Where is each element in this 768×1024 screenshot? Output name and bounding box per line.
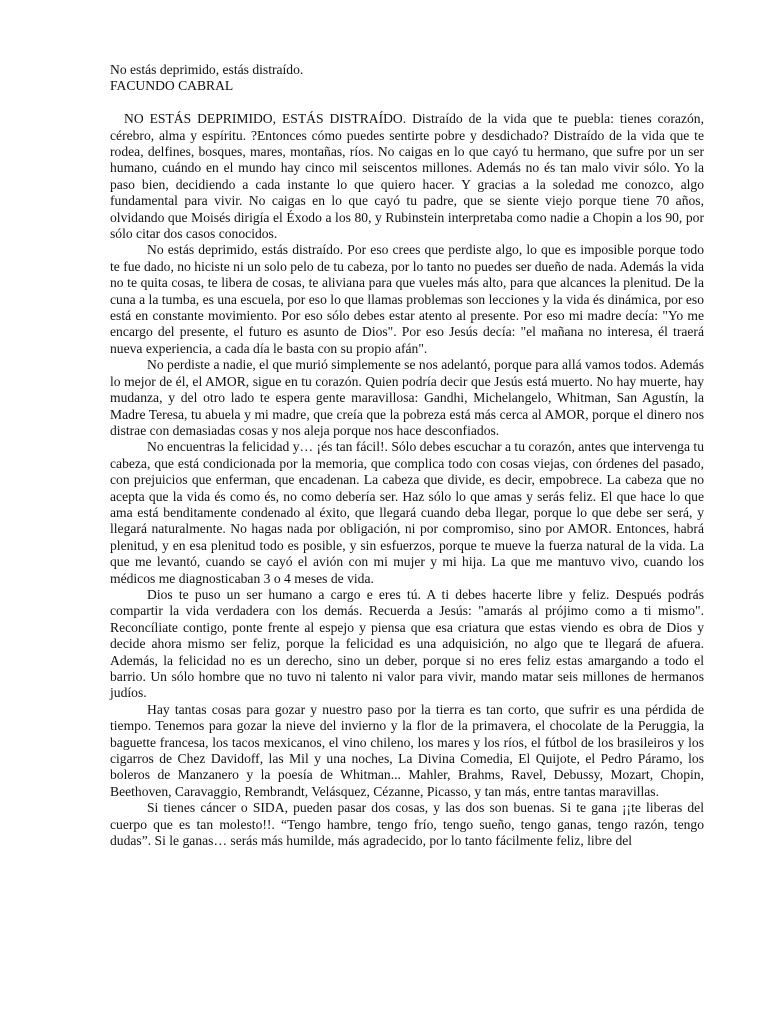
paragraph-6: Hay tantas cosas para gozar y nuestro paso por la tierra es tan corto, que sufrir es una pérdida de tiempo. Tenemos para gozar la nieve del invierno y la flor de la primavera, el chocolate de la Peruggia, la baguette francesa, los tacos mexicanos, el vino chileno, los mares y los ríos, el fútbol de los brasileiros y los cigarros de Chez Davidoff, las Mil y una noches, La Divina Comedia, El Quijote, el Pedro Páramo, los boleros de Manzanero y la poesía de Whitman... Mahler, Brahms, Ravel, Debussy, Mozart, Chopin, Beethoven, Caravaggio, Rembrandt, Velásquez, Cézanne, Picasso, y tan más, entre tantas maravillas. — [110, 701, 704, 799]
paragraph-3: No perdiste a nadie, el que murió simplemente se nos adelantó, porque para allá vamos todos. Además lo mejor de él, el AMOR, sigue en tu corazón. Quien podría decir que Jesús está muerto. No hay muerte, hay mudanza, y del otro lado te espera gente maravillosa: Gandhi, Michelangelo, Whitman, San Agustín, la Madre Teresa, tu abuela y mi madre, que creía que la pobreza está más cerca al AMOR, porque el dinero nos distrae con demasiadas cosas y nos aleja porque nos hace desconfiados. — [110, 357, 704, 438]
paragraph-5: Dios te puso un ser humano a cargo e eres tú. A ti debes hacerte libre y feliz. Después podrás compartir la vida verdadera con los demás. Recuerda a Jesús: "amarás al prójimo como a ti mismo". Reconcíliate contigo, ponte frente al espejo y piensa que esa criatura que estas viendo es obra de Dios y decide ahora mismo ser feliz, porque la felicidad es una adquisición, no algo que te llegará de afuera. Además, la felicidad no es un derecho, sino un deber, porque si no eres feliz estas amargando a todo el barrio. Un sólo hombre que no tuvo ni talento ni valor para vivir, mando matar seis millones de hermanos judíos. — [110, 586, 704, 701]
blank-line — [110, 95, 704, 111]
paragraph-1: NO ESTÁS DEPRIMIDO, ESTÁS DISTRAÍDO. Distraído de la vida que te puebla: tienes corazón, cérebro, alma y espíritu. ?Entonces cómo puedes sentirte pobre y desdichado? Distraído de la vida que te rodea, delfines, bosques, mares, montañas, ríos. No caigas en lo que cayó tu hermano, que sufre por un ser humano, cuándo en el mundo hay cinco mil seiscentos millones. Además no és tan malo vivir sólo. Yo la paso bien, decidiendo a cada instante lo que quiero hacer. Y gracias a la soledad me conozco, algo fundamental para vivir. No caigas en lo que cayó tu padre, que se siente viejo porque tiene 70 años, olvidando que Moisés dirigía el Éxodo a los 80, y Rubinstein interpretaba como nadie a Chopin a los 90, por sólo citar dos casos conocidos. — [110, 111, 704, 242]
document-page — [110, 62, 704, 849]
paragraph-4: No encuentras la felicidad y… ¡és tan fácil!. Sólo debes escuchar a tu corazón, antes que intervenga tu cabeza, que está condicionada por la memoria, que complica todo con cosas viejas, con órdenes del pasado, con prejuicios que enferman, que encadenan. La cabeza que divide, es decir, empobrece. La cabeza que no acepta que la vida és como és, no como debería ser. Haz sólo lo que amas y serás feliz. El que hace lo que ama está benditamente condenado al éxito, que llegará cuando deba llegar, porque lo que debe ser será, y llegará naturalmente. No hagas nada por obligación, ni por compromiso, sino por AMOR. Entonces, habrá plenitud, y en esa plenitud todo es posible, y sin esfuerzos, porque te mueve la fuerza natural de la vida. La que me levantó, cuando se cayó el avión con mi mujer y mi hija. La que me mantuvo vivo, cuando los médicos me diagnosticaban 3 o 4 meses de vida. — [110, 439, 704, 586]
document-title: No estás deprimido, estás distraído. — [110, 62, 304, 77]
document-author: FACUNDO CABRAL — [110, 78, 234, 94]
paragraph-7: Si tienes cáncer o SIDA, pueden pasar dos cosas, y las dos son buenas. Si te gana ¡¡te liberas del cuerpo que es tan molesto!!. “Tengo hambre, tengo frío, tengo sueño, tengo ganas, tengo razón, tengo dudas”. Si le ganas… serás más humilde, más agradecido, por lo tanto fácilmente feliz, libre del — [110, 800, 704, 849]
paragraph-2: No estás deprimido, estás distraído. Por eso crees que perdiste algo, lo que es imposible porque todo te fue dado, no hiciste ni un solo pelo de tu cabeza, por lo tanto no puedes ser dueño de nada. Además la vida no te quita cosas, te libera de cosas, te aliviana para que vueles más alto, para que alcances la plenitud. De la cuna a la tumba, es una escuela, por eso lo que llamas problemas son lecciones y la vida és dinámica, por eso está en constante movimiento. Por eso sólo debes estar atento al presente. Por eso mi madre decía: "Yo me encargo del presente, el futuro es asunto de Dios". Por eso Jesús decía: "el mañana no interesa, él traerá nueva experiencia, a cada día le basta con su propio afán". — [110, 242, 704, 356]
